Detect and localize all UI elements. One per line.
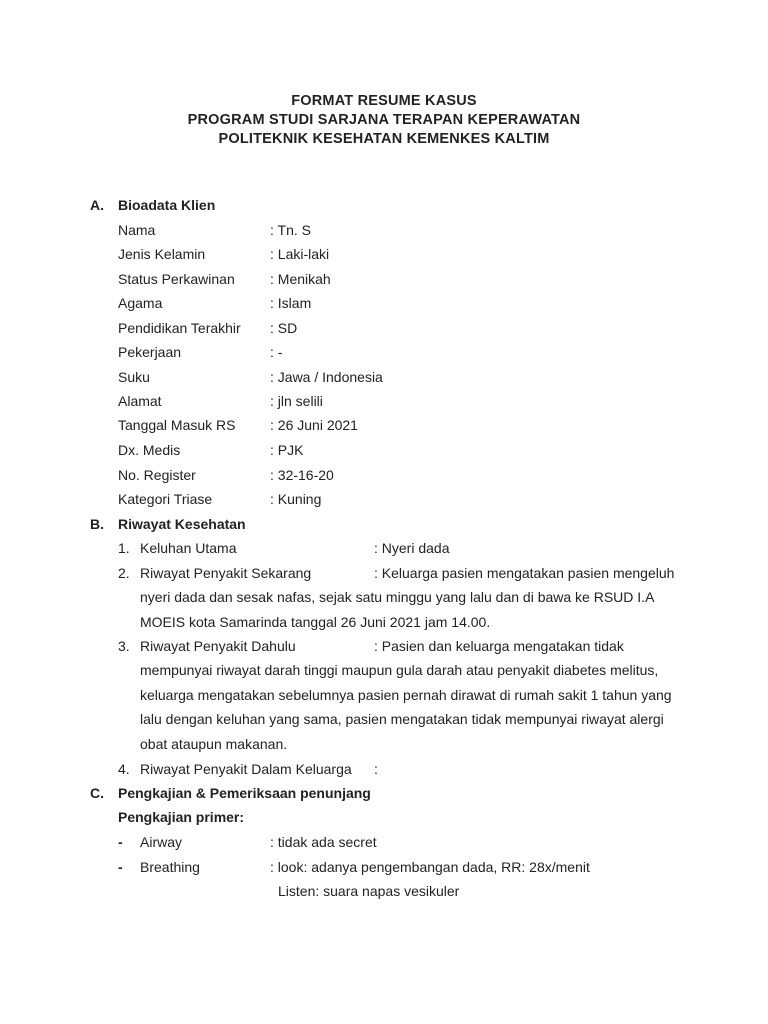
field-label: Agama: [118, 295, 163, 311]
history-item-value: : Nyeri dada: [374, 540, 450, 556]
section-b-letter: B.: [90, 516, 104, 532]
field-label: Kategori Triase: [118, 491, 213, 507]
field-value: : Kuning: [270, 491, 322, 507]
header-program: PROGRAM STUDI SARJANA TERAPAN KEPERAWATAN: [187, 112, 581, 128]
section-c-subtitle: Pengkajian primer:: [118, 809, 245, 825]
assessment-label: Airway: [140, 834, 183, 850]
field-value: : 26 Juni 2021: [270, 417, 358, 433]
history-item-number: 3.: [118, 638, 130, 654]
assessment-label: Breathing: [140, 859, 200, 875]
history-item-continuation: keluarga mengatakan sebelumnya pasien pernah dirawat di rumah sakit 1 tahun yang: [140, 687, 672, 703]
field-value: : Tn. S: [270, 222, 311, 238]
history-item-value: : Keluarga pasien mengatakan pasien mengeluh: [374, 565, 675, 581]
history-item-continuation: obat ataupun makanan.: [140, 736, 288, 752]
field-value: : Islam: [270, 295, 312, 311]
field-value: : 32-16-20: [270, 467, 334, 483]
field-label: Jenis Kelamin: [118, 246, 206, 262]
history-item-label: Riwayat Penyakit Dalam Keluarga: [140, 761, 352, 777]
history-item-number: 2.: [118, 565, 130, 581]
history-item-continuation: lalu dengan keluhan yang sama, pasien mengatakan tidak mempunyai riwayat alergi: [140, 711, 664, 727]
section-a-letter: A.: [90, 197, 104, 213]
bullet-dash: -: [118, 859, 123, 875]
header-title: FORMAT RESUME KASUS: [291, 93, 477, 109]
field-value: : Menikah: [270, 271, 331, 287]
section-c-letter: C.: [90, 785, 104, 801]
document-header: [0, 92, 768, 149]
history-item-label: Keluhan Utama: [140, 540, 237, 556]
history-item-number: 4.: [118, 761, 130, 777]
field-label: Tanggal Masuk RS: [118, 417, 236, 433]
header-institution: POLITEKNIK KESEHATAN KEMENKES KALTIM: [218, 131, 550, 147]
history-item-continuation: nyeri dada dan sesak nafas, sejak satu minggu yang lalu dan di bawa ke RSUD I.A: [140, 589, 655, 605]
bullet-dash: -: [118, 834, 123, 850]
history-item-number: 1.: [118, 540, 130, 556]
section-a-title: Bioadata Klien: [118, 197, 216, 213]
history-item-label: Riwayat Penyakit Dahulu: [140, 638, 296, 654]
field-label: Status Perkawinan: [118, 271, 235, 287]
history-item-value: :: [374, 761, 378, 777]
field-label: Dx. Medis: [118, 442, 181, 458]
field-value: : Laki-laki: [270, 246, 330, 262]
field-label: Pendidikan Terakhir: [118, 320, 241, 336]
field-label: Pekerjaan: [118, 344, 182, 360]
field-label: No. Register: [118, 467, 196, 483]
assessment-value: : look: adanya pengembangan dada, RR: 28x/menit: [270, 859, 590, 875]
history-item-continuation: mempunyai riwayat darah tinggi maupun gula darah atau penyakit diabetes melitus,: [140, 662, 659, 678]
history-item-label: Riwayat Penyakit Sekarang: [140, 565, 312, 581]
field-label: Alamat: [118, 393, 162, 409]
field-value: : PJK: [270, 442, 304, 458]
field-value: : -: [270, 344, 283, 360]
assessment-value: : tidak ada secret: [270, 834, 377, 850]
history-item-continuation: MOEIS kota Samarinda tanggal 26 Juni 2021 jam 14.00.: [140, 614, 491, 630]
section-c-title: Pengkajian & Pemeriksaan penunjang: [118, 785, 371, 801]
section-b-title: Riwayat Kesehatan: [118, 516, 246, 532]
field-label: Suku: [118, 369, 150, 385]
field-value: : SD: [270, 320, 298, 336]
assessment-continuation: Listen: suara napas vesikuler: [278, 883, 460, 899]
history-item-value: : Pasien dan keluarga mengatakan tidak: [374, 638, 624, 654]
field-value: : Jawa / Indonesia: [270, 369, 383, 385]
field-value: : jln selili: [270, 393, 323, 409]
field-label: Nama: [118, 222, 156, 238]
